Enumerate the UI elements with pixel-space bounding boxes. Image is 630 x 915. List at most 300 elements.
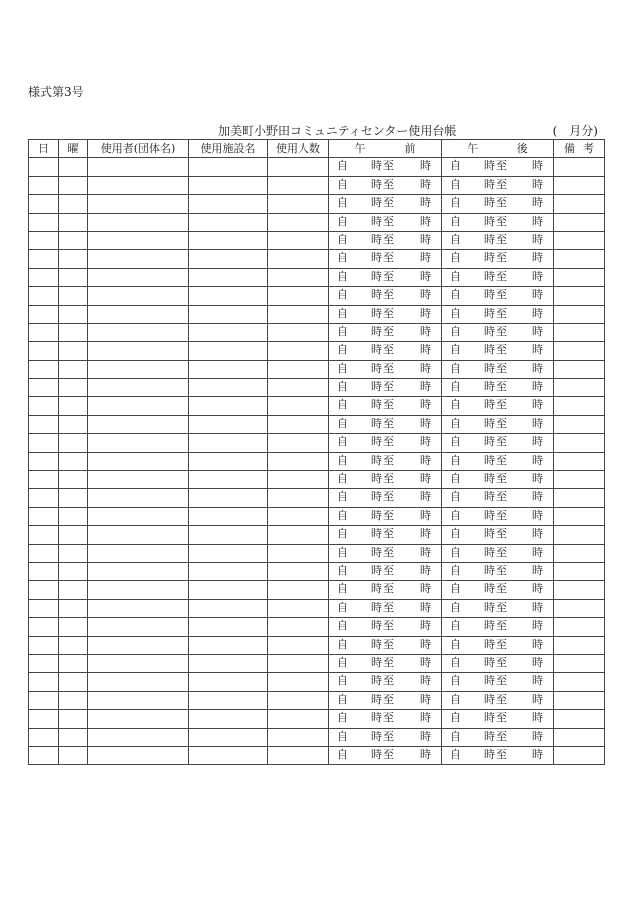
am-time-cell[interactable] (329, 415, 442, 433)
people-cell[interactable] (268, 489, 329, 507)
am-time-cell[interactable] (329, 618, 442, 636)
day-cell[interactable] (29, 379, 59, 397)
user-cell[interactable] (88, 526, 189, 544)
facility-cell[interactable] (189, 471, 268, 489)
people-cell[interactable] (268, 250, 329, 268)
header-people: 使用人数 (268, 140, 329, 158)
day-cell[interactable] (29, 654, 59, 672)
notes-cell[interactable] (554, 250, 605, 268)
day-cell[interactable] (29, 673, 59, 691)
from-label: 自 (337, 600, 348, 614)
facility-cell[interactable] (189, 544, 268, 562)
facility-cell[interactable] (189, 342, 268, 360)
people-cell[interactable] (268, 360, 329, 378)
weekday-cell[interactable] (59, 746, 88, 764)
weekday-cell[interactable] (59, 195, 88, 213)
people-cell[interactable] (268, 599, 329, 617)
am-time-cell[interactable] (329, 195, 442, 213)
am-time-cell[interactable] (329, 710, 442, 728)
notes-cell[interactable] (554, 562, 605, 580)
pm-time-cell[interactable] (442, 728, 554, 746)
day-cell[interactable] (29, 636, 59, 654)
am-time-cell[interactable] (329, 342, 442, 360)
user-cell[interactable] (88, 323, 189, 341)
notes-cell[interactable] (554, 397, 605, 415)
weekday-cell[interactable] (59, 452, 88, 470)
facility-cell[interactable] (189, 746, 268, 764)
user-cell[interactable] (88, 710, 189, 728)
am-time-cell[interactable] (329, 599, 442, 617)
notes-cell[interactable] (554, 618, 605, 636)
to-label: 至 (496, 196, 507, 210)
hour-label: 時 (484, 159, 495, 173)
user-cell[interactable] (88, 415, 189, 433)
am-time-cell[interactable] (329, 471, 442, 489)
weekday-cell[interactable] (59, 673, 88, 691)
am-time-cell[interactable] (329, 526, 442, 544)
facility-cell[interactable] (189, 673, 268, 691)
notes-cell[interactable] (554, 452, 605, 470)
day-cell[interactable] (29, 397, 59, 415)
pm-time-cell[interactable] (442, 342, 554, 360)
weekday-cell[interactable] (59, 562, 88, 580)
people-cell[interactable] (268, 287, 329, 305)
user-cell[interactable] (88, 654, 189, 672)
am-time-cell[interactable] (329, 287, 442, 305)
weekday-cell[interactable] (59, 636, 88, 654)
day-cell[interactable] (29, 415, 59, 433)
day-cell[interactable] (29, 544, 59, 562)
day-cell[interactable] (29, 250, 59, 268)
pm-time-cell[interactable] (442, 176, 554, 194)
pm-time-cell[interactable] (442, 710, 554, 728)
notes-cell[interactable] (554, 213, 605, 231)
weekday-cell[interactable] (59, 526, 88, 544)
facility-cell[interactable] (189, 526, 268, 544)
day-cell[interactable] (29, 526, 59, 544)
facility-cell[interactable] (189, 231, 268, 249)
user-cell[interactable] (88, 746, 189, 764)
pm-time-cell[interactable] (442, 434, 554, 452)
from-label: 自 (450, 288, 461, 302)
pm-time-cell[interactable] (442, 360, 554, 378)
facility-cell[interactable] (189, 397, 268, 415)
user-cell[interactable] (88, 379, 189, 397)
pm-time-cell[interactable] (442, 636, 554, 654)
am-time-cell[interactable] (329, 305, 442, 323)
facility-cell[interactable] (189, 507, 268, 525)
user-cell[interactable] (88, 342, 189, 360)
hour-label: 時 (532, 343, 543, 357)
weekday-cell[interactable] (59, 599, 88, 617)
weekday-cell[interactable] (59, 654, 88, 672)
weekday-cell[interactable] (59, 158, 88, 176)
user-cell[interactable] (88, 452, 189, 470)
to-label: 至 (496, 269, 507, 283)
notes-cell[interactable] (554, 489, 605, 507)
day-cell[interactable] (29, 452, 59, 470)
day-cell[interactable] (29, 691, 59, 709)
from-label: 自 (337, 692, 348, 706)
am-time-cell[interactable] (329, 213, 442, 231)
pm-time-cell[interactable] (442, 691, 554, 709)
user-cell[interactable] (88, 397, 189, 415)
user-cell[interactable] (88, 618, 189, 636)
people-cell[interactable] (268, 397, 329, 415)
weekday-cell[interactable] (59, 544, 88, 562)
pm-time-cell[interactable] (442, 673, 554, 691)
am-time-cell[interactable] (329, 434, 442, 452)
user-cell[interactable] (88, 691, 189, 709)
user-cell[interactable] (88, 176, 189, 194)
pm-time-cell[interactable] (442, 268, 554, 286)
facility-cell[interactable] (189, 415, 268, 433)
notes-cell[interactable] (554, 673, 605, 691)
pm-time-cell[interactable] (442, 379, 554, 397)
notes-cell[interactable] (554, 434, 605, 452)
pm-time-cell[interactable] (442, 305, 554, 323)
people-cell[interactable] (268, 305, 329, 323)
header-am-char-1: 午 (354, 141, 366, 155)
am-time-cell[interactable] (329, 231, 442, 249)
day-cell[interactable] (29, 305, 59, 323)
pm-time-cell[interactable] (442, 507, 554, 525)
people-cell[interactable] (268, 562, 329, 580)
user-cell[interactable] (88, 231, 189, 249)
day-cell[interactable] (29, 213, 59, 231)
am-time-cell[interactable] (329, 323, 442, 341)
people-cell[interactable] (268, 195, 329, 213)
day-cell[interactable] (29, 176, 59, 194)
weekday-cell[interactable] (59, 305, 88, 323)
people-cell[interactable] (268, 434, 329, 452)
month-field[interactable]: ( 月分) (552, 124, 598, 138)
pm-time-cell[interactable] (442, 415, 554, 433)
facility-cell[interactable] (189, 562, 268, 580)
notes-cell[interactable] (554, 636, 605, 654)
weekday-cell[interactable] (59, 489, 88, 507)
to-label: 至 (496, 527, 507, 541)
hour-label: 時 (371, 251, 382, 265)
facility-cell[interactable] (189, 710, 268, 728)
am-time-cell[interactable] (329, 544, 442, 562)
day-cell[interactable] (29, 342, 59, 360)
people-cell[interactable] (268, 471, 329, 489)
people-cell[interactable] (268, 268, 329, 286)
notes-cell[interactable] (554, 654, 605, 672)
pm-time-cell[interactable] (442, 654, 554, 672)
ledger-row (29, 526, 605, 544)
pm-time-cell[interactable] (442, 195, 554, 213)
ledger-row (29, 654, 605, 672)
am-time-cell[interactable] (329, 158, 442, 176)
day-cell[interactable] (29, 489, 59, 507)
day-cell[interactable] (29, 323, 59, 341)
am-time-cell[interactable] (329, 691, 442, 709)
day-cell[interactable] (29, 434, 59, 452)
people-cell[interactable] (268, 581, 329, 599)
facility-cell[interactable] (189, 195, 268, 213)
facility-cell[interactable] (189, 599, 268, 617)
am-time-cell[interactable] (329, 397, 442, 415)
day-cell[interactable] (29, 471, 59, 489)
am-time-cell[interactable] (329, 581, 442, 599)
people-cell[interactable] (268, 231, 329, 249)
notes-cell[interactable] (554, 195, 605, 213)
am-time-cell[interactable] (329, 746, 442, 764)
facility-cell[interactable] (189, 213, 268, 231)
am-time-cell[interactable] (329, 176, 442, 194)
weekday-cell[interactable] (59, 691, 88, 709)
facility-cell[interactable] (189, 728, 268, 746)
header-row (29, 140, 605, 158)
weekday-cell[interactable] (59, 250, 88, 268)
am-time-cell[interactable] (329, 379, 442, 397)
hour-label: 時 (532, 692, 543, 706)
notes-cell[interactable] (554, 360, 605, 378)
to-label: 至 (383, 655, 394, 669)
facility-cell[interactable] (189, 250, 268, 268)
people-cell[interactable] (268, 213, 329, 231)
facility-cell[interactable] (189, 323, 268, 341)
people-cell[interactable] (268, 507, 329, 525)
am-time-cell[interactable] (329, 562, 442, 580)
user-cell[interactable] (88, 562, 189, 580)
pm-time-cell[interactable] (442, 618, 554, 636)
day-cell[interactable] (29, 231, 59, 249)
notes-cell[interactable] (554, 691, 605, 709)
facility-cell[interactable] (189, 158, 268, 176)
from-label: 自 (337, 398, 348, 412)
user-cell[interactable] (88, 158, 189, 176)
notes-cell[interactable] (554, 728, 605, 746)
pm-time-cell[interactable] (442, 250, 554, 268)
header-pm (442, 140, 554, 158)
pm-time-cell[interactable] (442, 158, 554, 176)
day-cell[interactable] (29, 287, 59, 305)
from-label: 自 (450, 324, 461, 338)
notes-cell[interactable] (554, 158, 605, 176)
pm-time-cell[interactable] (442, 452, 554, 470)
from-label: 自 (337, 177, 348, 191)
facility-cell[interactable] (189, 618, 268, 636)
pm-time-cell[interactable] (442, 231, 554, 249)
notes-cell[interactable] (554, 415, 605, 433)
people-cell[interactable] (268, 342, 329, 360)
ledger-row (29, 268, 605, 286)
notes-cell[interactable] (554, 526, 605, 544)
people-cell[interactable] (268, 176, 329, 194)
weekday-cell[interactable] (59, 710, 88, 728)
notes-cell[interactable] (554, 342, 605, 360)
facility-cell[interactable] (189, 268, 268, 286)
from-label: 自 (337, 563, 348, 577)
pm-time-cell[interactable] (442, 562, 554, 580)
hour-label: 時 (532, 453, 543, 467)
to-label: 至 (383, 582, 394, 596)
am-time-cell[interactable] (329, 507, 442, 525)
pm-time-cell[interactable] (442, 471, 554, 489)
user-cell[interactable] (88, 250, 189, 268)
people-cell[interactable] (268, 323, 329, 341)
day-cell[interactable] (29, 618, 59, 636)
hour-label: 時 (420, 582, 431, 596)
weekday-cell[interactable] (59, 176, 88, 194)
facility-cell[interactable] (189, 636, 268, 654)
pm-time-cell[interactable] (442, 323, 554, 341)
people-cell[interactable] (268, 452, 329, 470)
people-cell[interactable] (268, 158, 329, 176)
pm-time-cell[interactable] (442, 746, 554, 764)
people-cell[interactable] (268, 746, 329, 764)
user-cell[interactable] (88, 434, 189, 452)
user-cell[interactable] (88, 599, 189, 617)
people-cell[interactable] (268, 636, 329, 654)
day-cell[interactable] (29, 581, 59, 599)
am-time-cell[interactable] (329, 636, 442, 654)
hour-label: 時 (532, 711, 543, 725)
people-cell[interactable] (268, 691, 329, 709)
facility-cell[interactable] (189, 654, 268, 672)
notes-cell[interactable] (554, 507, 605, 525)
from-label: 自 (450, 674, 461, 688)
user-cell[interactable] (88, 360, 189, 378)
day-cell[interactable] (29, 562, 59, 580)
facility-cell[interactable] (189, 691, 268, 709)
weekday-cell[interactable] (59, 581, 88, 599)
user-cell[interactable] (88, 213, 189, 231)
notes-cell[interactable] (554, 287, 605, 305)
user-cell[interactable] (88, 471, 189, 489)
hour-label: 時 (371, 159, 382, 173)
am-time-cell[interactable] (329, 268, 442, 286)
user-cell[interactable] (88, 195, 189, 213)
facility-cell[interactable] (189, 176, 268, 194)
user-cell[interactable] (88, 305, 189, 323)
notes-cell[interactable] (554, 581, 605, 599)
weekday-cell[interactable] (59, 507, 88, 525)
am-time-cell[interactable] (329, 250, 442, 268)
facility-cell[interactable] (189, 379, 268, 397)
weekday-cell[interactable] (59, 342, 88, 360)
user-cell[interactable] (88, 673, 189, 691)
to-label: 至 (496, 416, 507, 430)
pm-time-cell[interactable] (442, 397, 554, 415)
weekday-cell[interactable] (59, 471, 88, 489)
facility-cell[interactable] (189, 434, 268, 452)
people-cell[interactable] (268, 618, 329, 636)
pm-time-cell[interactable] (442, 544, 554, 562)
weekday-cell[interactable] (59, 287, 88, 305)
pm-time-cell[interactable] (442, 526, 554, 544)
user-cell[interactable] (88, 268, 189, 286)
day-cell[interactable] (29, 728, 59, 746)
header-weekday: 曜 (59, 140, 88, 158)
am-time-cell[interactable] (329, 654, 442, 672)
facility-cell[interactable] (189, 452, 268, 470)
notes-cell[interactable] (554, 231, 605, 249)
day-cell[interactable] (29, 268, 59, 286)
day-cell[interactable] (29, 710, 59, 728)
pm-time-cell[interactable] (442, 599, 554, 617)
notes-cell[interactable] (554, 176, 605, 194)
weekday-cell[interactable] (59, 415, 88, 433)
am-time-cell[interactable] (329, 489, 442, 507)
weekday-cell[interactable] (59, 231, 88, 249)
hour-label: 時 (532, 288, 543, 302)
hour-label: 時 (371, 306, 382, 320)
am-time-cell[interactable] (329, 728, 442, 746)
user-cell[interactable] (88, 287, 189, 305)
am-time-cell[interactable] (329, 360, 442, 378)
am-time-cell[interactable] (329, 673, 442, 691)
weekday-cell[interactable] (59, 618, 88, 636)
people-cell[interactable] (268, 544, 329, 562)
pm-time-cell[interactable] (442, 287, 554, 305)
facility-cell[interactable] (189, 360, 268, 378)
day-cell[interactable] (29, 507, 59, 525)
notes-cell[interactable] (554, 710, 605, 728)
weekday-cell[interactable] (59, 434, 88, 452)
people-cell[interactable] (268, 654, 329, 672)
weekday-cell[interactable] (59, 379, 88, 397)
facility-cell[interactable] (189, 305, 268, 323)
notes-cell[interactable] (554, 268, 605, 286)
weekday-cell[interactable] (59, 397, 88, 415)
notes-cell[interactable] (554, 323, 605, 341)
notes-cell[interactable] (554, 471, 605, 489)
am-time-cell[interactable] (329, 452, 442, 470)
pm-time-cell[interactable] (442, 581, 554, 599)
pm-time-cell[interactable] (442, 213, 554, 231)
people-cell[interactable] (268, 728, 329, 746)
user-cell[interactable] (88, 507, 189, 525)
notes-cell[interactable] (554, 544, 605, 562)
user-cell[interactable] (88, 728, 189, 746)
user-cell[interactable] (88, 489, 189, 507)
day-cell[interactable] (29, 195, 59, 213)
notes-cell[interactable] (554, 599, 605, 617)
weekday-cell[interactable] (59, 268, 88, 286)
user-cell[interactable] (88, 544, 189, 562)
people-cell[interactable] (268, 526, 329, 544)
weekday-cell[interactable] (59, 360, 88, 378)
people-cell[interactable] (268, 710, 329, 728)
facility-cell[interactable] (189, 489, 268, 507)
notes-cell[interactable] (554, 379, 605, 397)
people-cell[interactable] (268, 673, 329, 691)
people-cell[interactable] (268, 379, 329, 397)
day-cell[interactable] (29, 599, 59, 617)
facility-cell[interactable] (189, 581, 268, 599)
hour-label: 時 (371, 324, 382, 338)
user-cell[interactable] (88, 636, 189, 654)
day-cell[interactable] (29, 746, 59, 764)
pm-time-cell[interactable] (442, 489, 554, 507)
facility-cell[interactable] (189, 287, 268, 305)
notes-cell[interactable] (554, 746, 605, 764)
day-cell[interactable] (29, 158, 59, 176)
notes-cell[interactable] (554, 305, 605, 323)
hour-label: 時 (484, 232, 495, 246)
user-cell[interactable] (88, 581, 189, 599)
day-cell[interactable] (29, 360, 59, 378)
weekday-cell[interactable] (59, 728, 88, 746)
weekday-cell[interactable] (59, 213, 88, 231)
people-cell[interactable] (268, 415, 329, 433)
weekday-cell[interactable] (59, 323, 88, 341)
hour-label: 時 (371, 453, 382, 467)
